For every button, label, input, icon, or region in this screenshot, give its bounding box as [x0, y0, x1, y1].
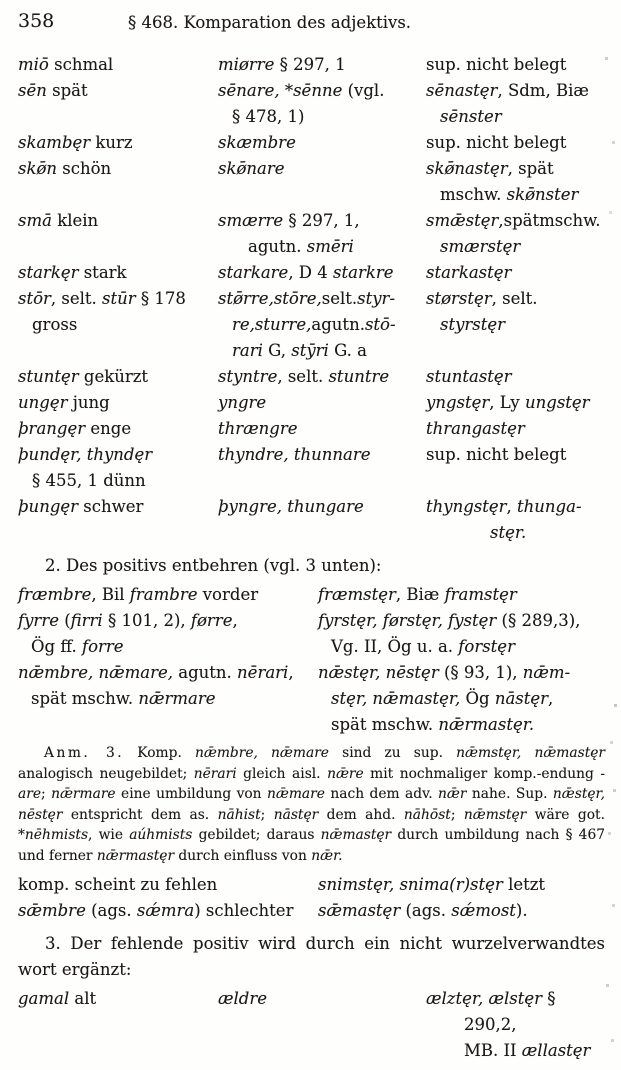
comparative-cell: komp. scheint zu fehlen	[18, 875, 218, 894]
section-3-intro: 3. Der fehlende positiv wird durch ein nicht wurzelverwandtes wort ergänzt:	[18, 934, 605, 979]
section-heading: § 468. Komparation des adjektivs.	[128, 13, 412, 32]
section-3-table	[18, 986, 605, 1064]
comparative-cell: ældre	[218, 989, 268, 1008]
positive-cell: skambęr kurz	[18, 133, 133, 152]
table-row	[18, 608, 605, 660]
superlative-cell: yngstęr, Ly ungstęr	[426, 393, 590, 412]
comparative-cell: yngre	[218, 393, 267, 412]
table-row	[18, 442, 605, 494]
page-header	[18, 10, 605, 40]
superlative-cell: fræmstęr, Biæ framstęr	[318, 585, 517, 604]
comparative-cell: nǣmbre, nǣmare, agutn. nērari, spät mschw. nǣrmare	[18, 663, 294, 708]
superlative-cell: størstęr, selt. styrstęr	[426, 289, 538, 334]
table-row	[18, 986, 605, 1064]
table-row	[18, 208, 605, 260]
positive-cell: þrangęr enge	[18, 419, 132, 438]
section-2-intro: 2. Des positivs entbehren (vgl. 3 unten):	[45, 556, 382, 575]
section-2-table	[18, 582, 605, 738]
table-row	[18, 286, 605, 364]
scan-speckles	[0, 0, 1, 1]
positive-cell: skø̄n schön	[18, 159, 112, 178]
table-row	[18, 260, 605, 286]
comparative-cell: stø̄rre,stōre,selt.styr- re,sturre,agutn.stō- rari G, stȳri G. a	[218, 289, 396, 360]
positive-cell: smā klein	[18, 211, 99, 230]
table-row	[18, 156, 605, 208]
comparative-cell: þyngre, thungare	[218, 497, 364, 516]
superlative-cell: snimstęr, snima(r)stęr letzt	[318, 875, 546, 894]
superlative-cell: starkastęr	[426, 263, 512, 282]
comparative-cell: starkare, D 4 starkre	[218, 263, 394, 282]
comparative-cell: thrængre	[218, 419, 298, 438]
table-row	[18, 416, 605, 442]
comparative-cell: skø̄nare	[218, 159, 285, 178]
superlative-cell: nǣstęr, nēstęr (§ 93, 1), nǣm- stęr, nǣmastęr, Ög nāstęr, spät mschw. nǣrmastęr.	[318, 663, 571, 734]
table-row	[18, 660, 605, 738]
positive-cell: starkęr stark	[18, 263, 127, 282]
table-row	[18, 390, 605, 416]
comparative-cell: miørre § 297, 1	[218, 55, 346, 74]
table-row	[18, 494, 605, 546]
superlative-cell: sǣmastęr (ags. sǽmost).	[318, 901, 528, 920]
comparative-cell: fyrre (firri § 101, 2), førre, Ög ff. forre	[18, 611, 238, 656]
table-row	[18, 52, 605, 78]
table-row	[18, 78, 605, 130]
positive-cell: miō schmal	[18, 55, 114, 74]
section-2-table-continued	[18, 872, 605, 924]
superlative-cell: fyrstęr, førstęr, fystęr (§ 289,3), Vg. II, Ög u. a. forstęr	[318, 611, 581, 656]
superlative-cell: skø̄nastęr, spät mschw. skø̄nster	[426, 159, 579, 204]
positive-cell: gamal alt	[18, 989, 97, 1008]
positive-cell: stuntęr gekürzt	[18, 367, 149, 386]
positive-cell: þungęr schwer	[18, 497, 144, 516]
comparative-cell: sǣmbre (ags. sǽmra) schlechter	[18, 901, 294, 920]
superlative-cell: sēnastęr, Sdm, Biæ sēnster	[426, 81, 589, 126]
table-row	[18, 364, 605, 390]
superlative-cell: ælztęr, ælstęr § 290,2, MB. II ællastęr	[426, 989, 591, 1060]
comparative-cell: fræmbre, Bil frambre vorder	[18, 585, 259, 604]
positive-cell: ungęr jung	[18, 393, 110, 412]
comparison-table	[18, 52, 605, 546]
comparative-cell: smærre § 297, 1, agutn. smēri	[218, 211, 360, 256]
table-row	[18, 130, 605, 156]
superlative-cell: smǣstęr,spätmschw. smærstęr	[426, 211, 601, 256]
superlative-cell: thrangastęr	[426, 419, 525, 438]
comparative-cell: styntre, selt. stuntre	[218, 367, 390, 386]
comparative-cell: sēnare, *sēnne (vgl. § 478, 1)	[218, 81, 385, 126]
page-number: 358	[18, 10, 55, 32]
annotation-3: Anm. 3. Komp. nǣmbre, nǣmare sind zu sup. nǣmstęr, nǣmastęr analogisch neugebildet; nērari gleich aisl. nǣre mit nochmaliger komp.-endung -are; nǣrmare eine umbildung von nǣmare nach dem adv. nǣr nahe. Sup. nǣstęr, nēstęr entspricht dem as. nāhist; nāstęr dem ahd. nāhōst; nǣmstęr wäre got. *nēhmists, wie aúhmists gebildet; daraus nǣmastęr durch umbildung nach § 467 und ferner nǣrmastęr durch einfluss von nǣr.	[18, 745, 605, 864]
comparative-cell: thyndre, thunnare	[218, 445, 371, 464]
positive-cell: stōr, selt. stūr § 178 gross	[18, 289, 186, 334]
superlative-cell: sup. nicht belegt	[426, 133, 567, 152]
superlative-cell: sup. nicht belegt	[426, 445, 567, 464]
table-row	[18, 872, 605, 898]
superlative-cell: sup. nicht belegt	[426, 55, 567, 74]
table-row	[18, 582, 605, 608]
superlative-cell: stuntastęr	[426, 367, 512, 386]
superlative-cell: thyngstęr, thunga- stęr.	[426, 497, 582, 542]
positive-cell: þundęr, thyndęr § 455, 1 dünn	[18, 445, 153, 490]
positive-cell: sēn spät	[18, 81, 88, 100]
table-row	[18, 898, 605, 924]
comparative-cell: skæmbre	[218, 133, 296, 152]
